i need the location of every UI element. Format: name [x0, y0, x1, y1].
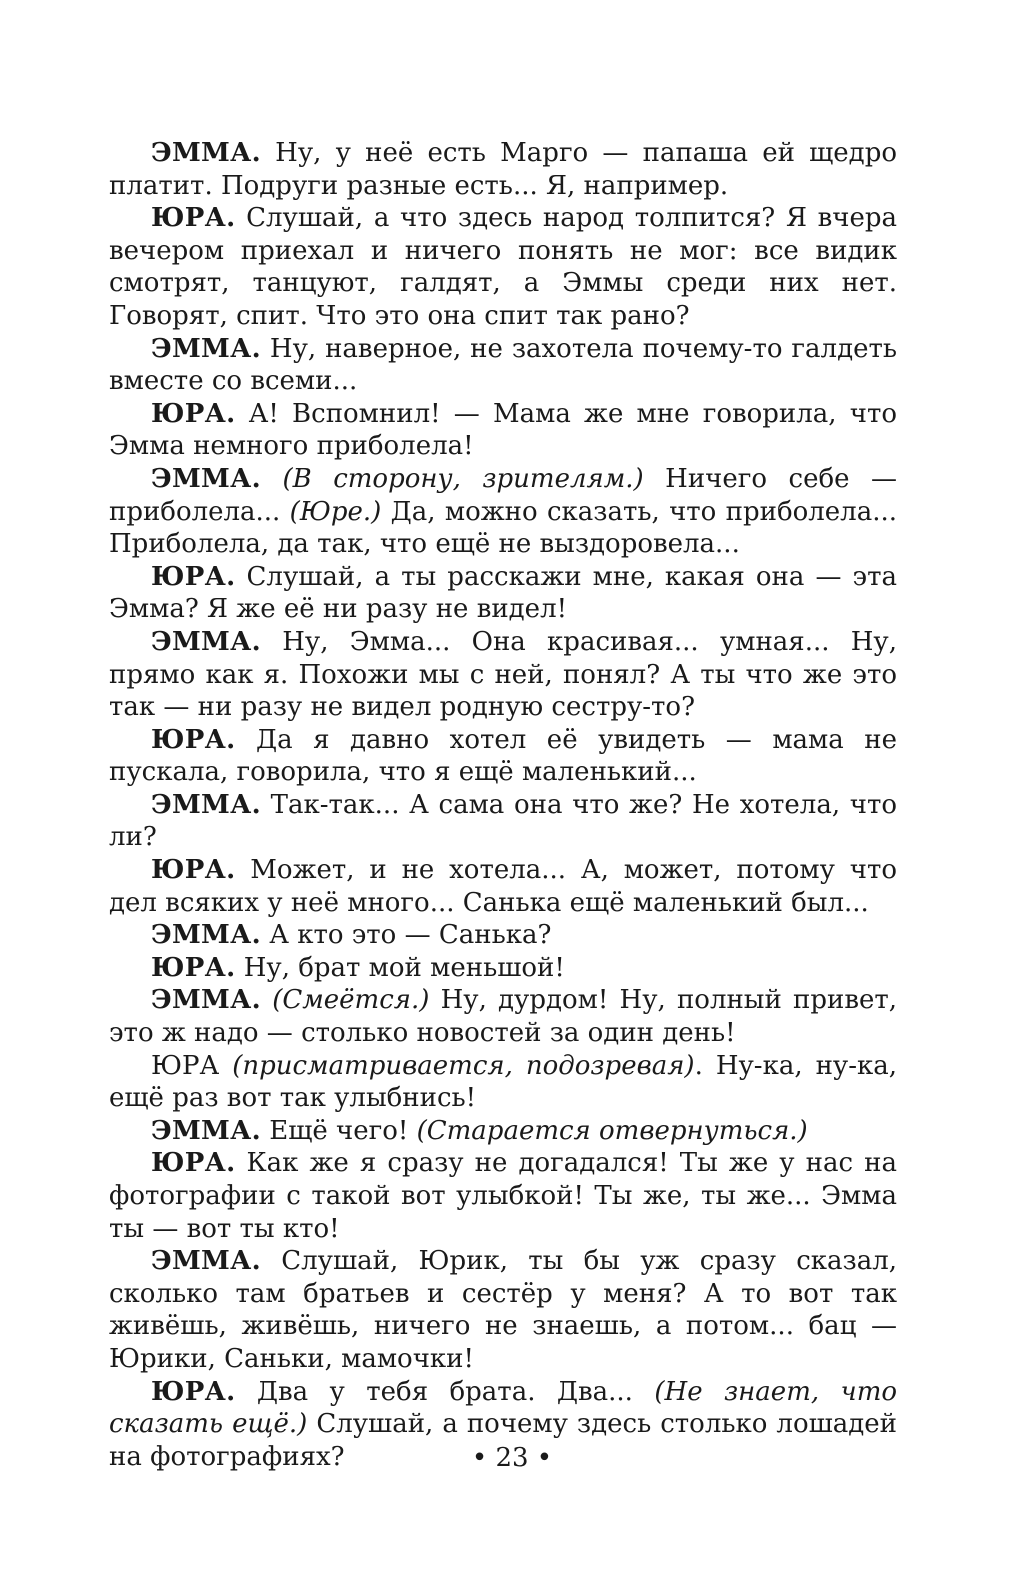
dialogue-paragraph	[109, 984, 897, 1049]
speaker-name: ЮРА.	[151, 398, 236, 429]
dialogue-paragraph	[109, 1115, 897, 1148]
dialogue-paragraph	[109, 919, 897, 952]
dialogue-paragraph	[109, 626, 897, 724]
dialogue-paragraph	[109, 202, 897, 332]
dialogue-text: Ну, наверное, не захотела почему-то галдеть вместе со всеми...	[109, 333, 897, 397]
speaker-name: ЭММА.	[151, 463, 261, 494]
speaker-name: ЮРА.	[151, 203, 236, 234]
speaker-name: ЮРА.	[151, 952, 236, 983]
stage-direction: (Юре.)	[289, 496, 382, 527]
dialogue-text: Слушай, а что здесь народ толпится? Я вчера вечером приехал и ничего понять не мог: все видик смотрят, танцуют, галдят, а Эммы среди них нет. Говорят, спит. Что это она спит так рано?	[109, 203, 897, 331]
speaker-name: ЭММА.	[151, 333, 261, 364]
dialogue-text: ЮРА	[151, 1050, 233, 1081]
speaker-name: ЭММА.	[151, 138, 261, 168]
stage-direction: (Не знает, что сказать ещё.)	[109, 1376, 898, 1440]
dialogue-paragraph	[109, 854, 897, 919]
dialogue-paragraph	[109, 1147, 897, 1245]
speaker-name: ЮРА.	[151, 724, 236, 755]
dialogue-paragraph	[109, 463, 897, 561]
speaker-name: ЭММА.	[151, 789, 261, 820]
dialogue-text: Так-так... А сама она что же? Не хотела, что ли?	[109, 789, 897, 853]
stage-direction: (Смеётся.)	[272, 985, 430, 1016]
dialogue-text: Ну, у неё есть Марго — папаша ей щедро платит. Подруги разные есть... Я, например.	[109, 138, 897, 201]
speaker-name: ЮРА.	[151, 855, 236, 886]
dialogue-text: Ничего себе — приболела...	[109, 463, 898, 527]
speaker-name: ЭММА.	[151, 626, 261, 657]
stage-direction: (Старается отвернуться.)	[416, 1115, 808, 1146]
dialogue-text	[261, 985, 272, 1015]
dialogue-paragraph	[109, 561, 897, 626]
dialogue-text: А кто это — Санька?	[260, 920, 552, 951]
dialogue-text: Да, можно сказать, что приболела... Приболела, да так, что ещё не выздоровела...	[109, 496, 897, 560]
speaker-name: ЭММА.	[151, 1246, 261, 1277]
speaker-name: ЮРА.	[151, 1148, 236, 1179]
dialogue-paragraph	[109, 137, 897, 202]
speaker-name: ЮРА.	[151, 561, 236, 592]
dialogue-text: Слушай, а почему здесь столько лошадей на фотографиях?	[109, 1409, 897, 1472]
dialogue-paragraph	[109, 1050, 897, 1115]
stage-direction: (В сторону, зрителям.)	[282, 463, 644, 494]
dialogue-text: Ну, брат мой меньшой!	[235, 952, 565, 983]
dialogue-text: Как же я сразу не догадался! Ты же у нас на фотографии с такой вот улыбкой! Ты же, ты же... Эмма ты — вот ты кто!	[109, 1148, 897, 1244]
stage-direction: (присматривается, подозревая)	[232, 1050, 695, 1081]
dialogue-text: Слушай, Юрик, ты бы уж сразу сказал, сколько там братьев и сестёр у меня? А то вот так живёшь, живёшь, ничего не знаешь, а потом... бац — Юрики, Саньки, мамочки!	[109, 1246, 897, 1374]
dialogue-text: Ну, Эмма... Она красивая... умная... Ну, прямо как я. Похожи мы с ней, понял? А ты что же это так — ни разу не видел родную сестру-то?	[109, 626, 897, 723]
play-text	[109, 137, 897, 1473]
dialogue-text: Да я давно хотел её увидеть — мама не пускала, говорила, что я ещё маленький...	[109, 724, 897, 788]
dialogue-text: Может, и не хотела... А, может, потому что дел всяких у неё много... Санька ещё маленький был...	[109, 855, 897, 918]
dialogue-paragraph	[109, 952, 897, 985]
dialogue-paragraph	[109, 789, 897, 854]
dialogue-text: Два у тебя брата. Два...	[235, 1376, 655, 1407]
page-number: • 23 •	[471, 1443, 553, 1473]
dialogue-paragraph	[109, 724, 897, 789]
dialogue-paragraph	[109, 333, 897, 398]
dialogue-text: Ещё чего!	[260, 1115, 417, 1146]
dialogue-text: Ну, дурдом! Ну, полный привет, это ж надо — столько новостей за один день!	[109, 985, 898, 1049]
speaker-name: ЭММА.	[151, 920, 261, 951]
dialogue-text: Слушай, а ты расскажи мне, какая она — эта Эмма? Я же её ни разу не видел!	[109, 561, 897, 625]
dialogue-text: А! Вспомнил! — Мама же мне говорила, что Эмма немного приболела!	[109, 398, 897, 462]
speaker-name: ЭММА.	[151, 985, 261, 1016]
dialogue-text	[261, 464, 283, 494]
dialogue-paragraph	[109, 1245, 897, 1375]
dialogue-text: . Ну-ка, ну-ка, ещё раз вот так улыбнись!	[109, 1050, 898, 1114]
dialogue-paragraph	[109, 398, 897, 463]
speaker-name: ЭММА.	[151, 1115, 261, 1146]
speaker-name: ЮРА.	[151, 1376, 236, 1407]
